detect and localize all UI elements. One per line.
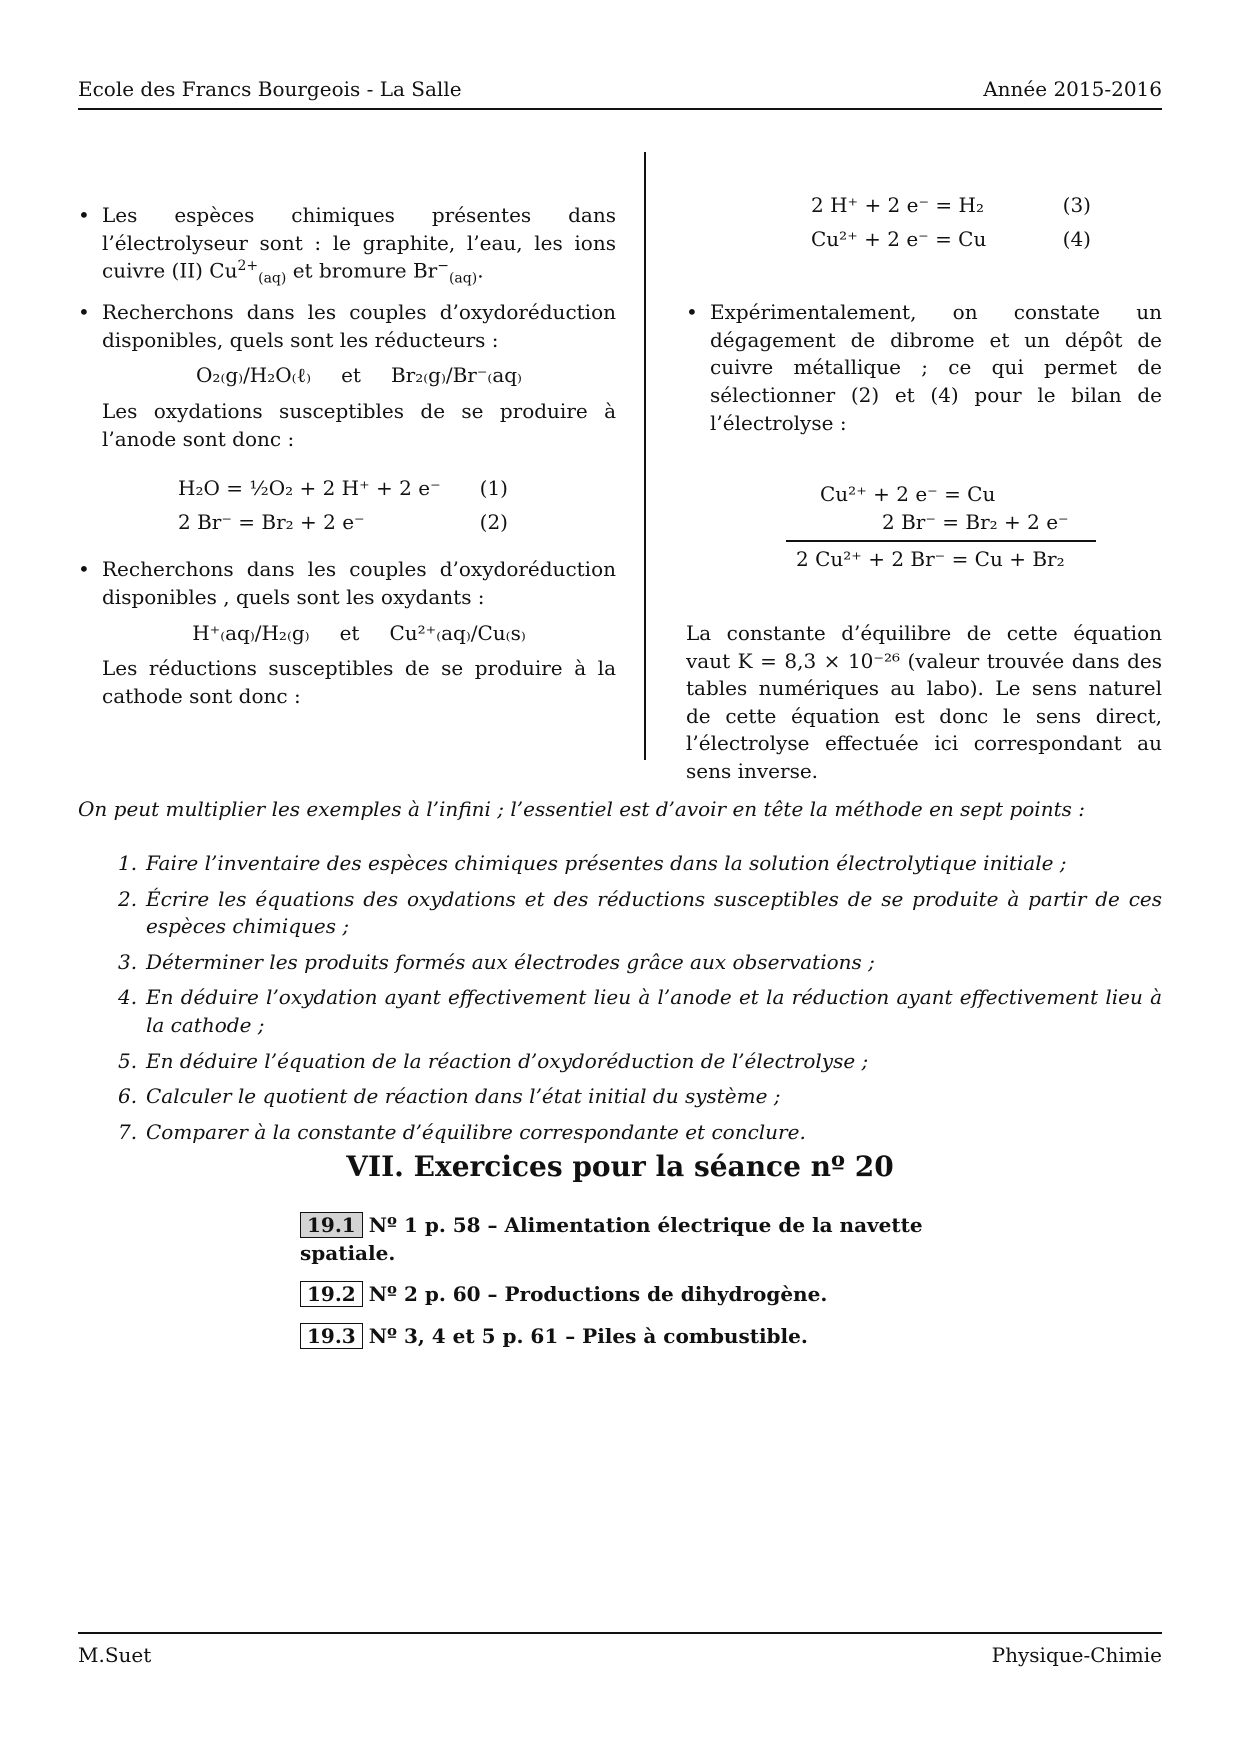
list-item: 1. Faire l’inventaire des espèces chimiques présentes dans la solution électrolytique initiale ; (118, 851, 1067, 875)
balance-result: 2 Cu²⁺ + 2 Br⁻ = Cu + Br₂ (796, 547, 1065, 572)
equation-4: Cu²⁺ + 2 e⁻ = Cu (811, 226, 987, 251)
author-name: M.Suet (78, 1643, 152, 1667)
exercise-item: 19.2 Nº 2 p. 60 – Productions de dihydrogène. (300, 1281, 976, 1309)
school-name: Ecole des Francs Bourgeois - La Salle (78, 77, 462, 101)
balance-line-1: Cu²⁺ + 2 e⁻ = Cu (820, 482, 996, 507)
list-item: 2. Écrire les équations des oxydations et des réductions susceptibles de se produite à partir de ces espèces chimiques ; (118, 886, 1162, 939)
method-intro: On peut multiplier les exemples à l’infini ; l’essentiel est d’avoir en tête la méthode en sept points : (78, 797, 1085, 821)
list-item: 6. Calculer le quotient de réaction dans l’état initial du système ; (118, 1084, 781, 1109)
reducer-couples: O₂₍g₎/H₂O₍ℓ₎ et Br₂₍g₎/Br⁻₍aq₎ (196, 363, 522, 388)
list-item: 4. En déduire l’oxydation ayant effectivement lieu à l’anode et la réduction ayant effectivement lieu à la cathode ; (118, 985, 1162, 1037)
bullet-species: • Les espèces chimiques présentes dans l’électrolyseur sont : le graphite, l’eau, les ions cuivre (II) $Cu^{2+}_{(aq)}$ et bromure $Br^-_{(aq)}$. (78, 202, 616, 289)
equation-2: 2 Br⁻ = Br₂ + 2 e⁻ (178, 509, 365, 534)
column-divider (644, 152, 646, 760)
list-item: 3. Déterminer les produits formés aux électrodes grâce aux observations ; (118, 949, 875, 974)
page-header (78, 76, 1162, 110)
section-title: VII. Exercices pour la séance nº 20 (346, 1150, 894, 1183)
right-column (686, 192, 1162, 786)
subject-name: Physique-Chimie (991, 1643, 1162, 1667)
oxidant-couples: H⁺₍aq₎/H₂₍g₎ et Cu²⁺₍aq₎/Cu₍s₎ (192, 620, 526, 645)
bullet-experiment: • Expérimentalement, on constate un dégagement de dibrome et un dépôt de cuivre métallique ; ce qui permet de sélectionner (2) et (4) pour le bilan de l’électrolyse : (686, 299, 1162, 437)
balance-line-2: 2 Br⁻ = Br₂ + 2 e⁻ (786, 509, 1096, 543)
equilibrium-conclusion: La constante d’équilibre de cette équation vaut K = 8,3 × 10⁻²⁶ (valeur trouvée dans des tables numériques au labo). Le sens naturel de cette équation est donc le sens direct, l’électrolyse effectuée ici correspondant au sens inverse. (686, 620, 1162, 783)
exercise-number: 19.3 (300, 1323, 363, 1349)
left-column (78, 202, 616, 710)
bullet-reducers: • Recherchons dans les couples d’oxydoréduction disponibles, quels sont les réducteurs : O₂₍g₎/H₂O₍ℓ₎ et Br₂₍g₎/Br⁻₍aq₎ Les oxydations susceptibles de se produire à l’anode sont donc : (78, 299, 616, 453)
school-year: Année 2015-2016 (983, 77, 1162, 101)
reaction-balance (786, 481, 1096, 574)
page-footer (78, 1632, 1162, 1670)
list-item: 7. Comparer à la constante d’équilibre correspondante et conclure. (118, 1119, 806, 1144)
exercise-number: 19.2 (300, 1281, 363, 1307)
equation-3: 2 H⁺ + 2 e⁻ = H₂ (811, 193, 984, 217)
equation-1: H₂O = ½O₂ + 2 H⁺ + 2 e⁻ (178, 476, 441, 501)
list-item: 5. En déduire l’équation de la réaction d’oxydoréduction de l’électrolyse ; (118, 1048, 869, 1073)
two-column-section (78, 152, 1162, 783)
exercise-item: 19.1 Nº 1 p. 58 – Alimentation électrique de la navette spatiale. (300, 1213, 923, 1265)
bullet-oxidants: • Recherchons dans les couples d’oxydoréduction disponibles , quels sont les oxydants : H⁺₍aq₎/H₂₍g₎ et Cu²⁺₍aq₎/Cu₍s₎ Les réductions susceptibles de se produire à la cathode sont donc : (78, 556, 616, 710)
reduction-equations: 2 H⁺ + 2 e⁻ = H₂ (3) Cu²⁺ + 2 e⁻ = Cu (4) (811, 192, 1162, 253)
exercise-list (300, 1212, 976, 1364)
oxidation-equations: H₂O = ½O₂ + 2 H⁺ + 2 e⁻ (1) 2 Br⁻ = Br₂ + 2 e⁻ (2) (178, 475, 616, 536)
exercise-number: 19.1 (300, 1212, 363, 1238)
exercise-item: 19.3 Nº 3, 4 et 5 p. 61 – Piles à combustible. (300, 1323, 976, 1351)
method-list (118, 850, 1162, 1154)
